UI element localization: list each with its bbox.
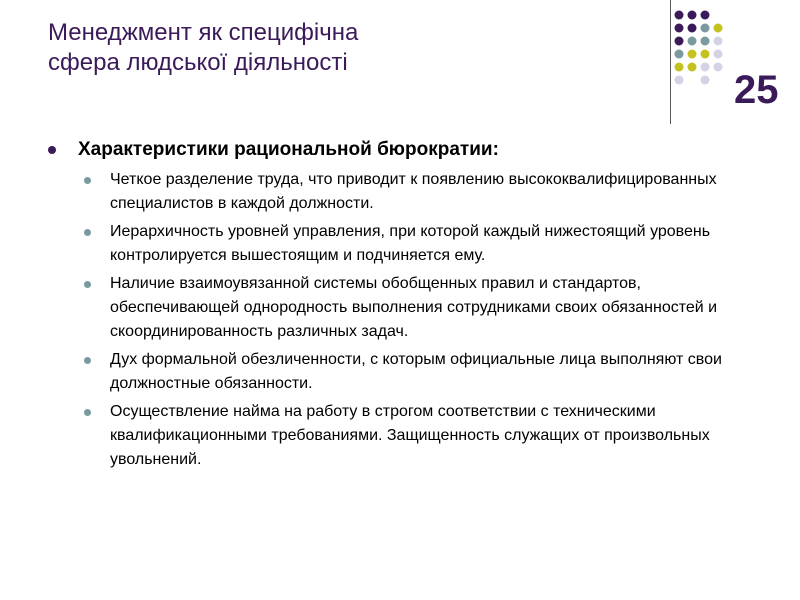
decorative-dot xyxy=(675,50,684,59)
list-item-text: Наличие взаимоувязанной системы обобщенных правил и стандартов, обеспечивающей однородность выполнения сотрудниками своих обязанностей и скоординированность различных задач. xyxy=(110,275,718,340)
decorative-dot xyxy=(688,24,697,33)
decorative-dot xyxy=(714,50,723,59)
decorative-dot xyxy=(688,63,697,72)
decorative-dot xyxy=(675,76,684,85)
divider-line xyxy=(670,0,671,124)
list-item-text: Дух формальной обезличенности, с которым официальные лица выполняют свои должностные обязанности. xyxy=(110,351,722,392)
decorative-dot xyxy=(714,63,723,72)
decorative-dot xyxy=(675,63,684,72)
decorative-dot xyxy=(701,37,710,46)
bullet-dot-icon xyxy=(84,357,91,364)
decorative-dot xyxy=(714,24,723,33)
decorative-dot xyxy=(675,11,684,20)
list-item xyxy=(48,220,768,268)
slide-title: Менеджмент як специфічна сфера людської діяльності xyxy=(48,19,359,76)
slide-number: 25 xyxy=(734,68,779,112)
list-item xyxy=(48,272,768,344)
decorative-dot-grid xyxy=(672,8,742,108)
decorative-dot xyxy=(688,11,697,20)
decorative-dot xyxy=(675,37,684,46)
list-item xyxy=(48,348,768,396)
bullet-dot-icon xyxy=(84,281,91,288)
decorative-dot xyxy=(701,63,710,72)
decorative-dot xyxy=(701,50,710,59)
bullet-heading xyxy=(48,138,768,162)
bullet-dot-icon xyxy=(84,177,91,184)
slide-content xyxy=(48,138,768,476)
decorative-dot xyxy=(675,24,684,33)
decorative-dot xyxy=(701,24,710,33)
bullet-dot-icon xyxy=(48,146,56,154)
decorative-dot xyxy=(701,76,710,85)
decorative-dot xyxy=(701,11,710,20)
bullet-dot-icon xyxy=(84,409,91,416)
decorative-dot xyxy=(714,37,723,46)
decorative-dot xyxy=(688,50,697,59)
list-item-text: Иерархичность уровней управления, при которой каждый нижестоящий уровень контролируется вышестоящим и подчиняется ему. xyxy=(110,223,711,264)
list-item xyxy=(48,400,768,472)
list-item xyxy=(48,168,768,216)
decorative-dot xyxy=(688,37,697,46)
heading-text: Характеристики рациональной бюрократии: xyxy=(78,139,499,160)
list-item-text: Осуществление найма на работу в строгом соответствии с техническими квалификационными требованиями. Защищенность служащих от произвольных увольнений. xyxy=(110,403,710,468)
bullet-dot-icon xyxy=(84,229,91,236)
list-item-text: Четкое разделение труда, что приводит к появлению высококвалифицированных специалистов в каждой должности. xyxy=(110,171,717,212)
